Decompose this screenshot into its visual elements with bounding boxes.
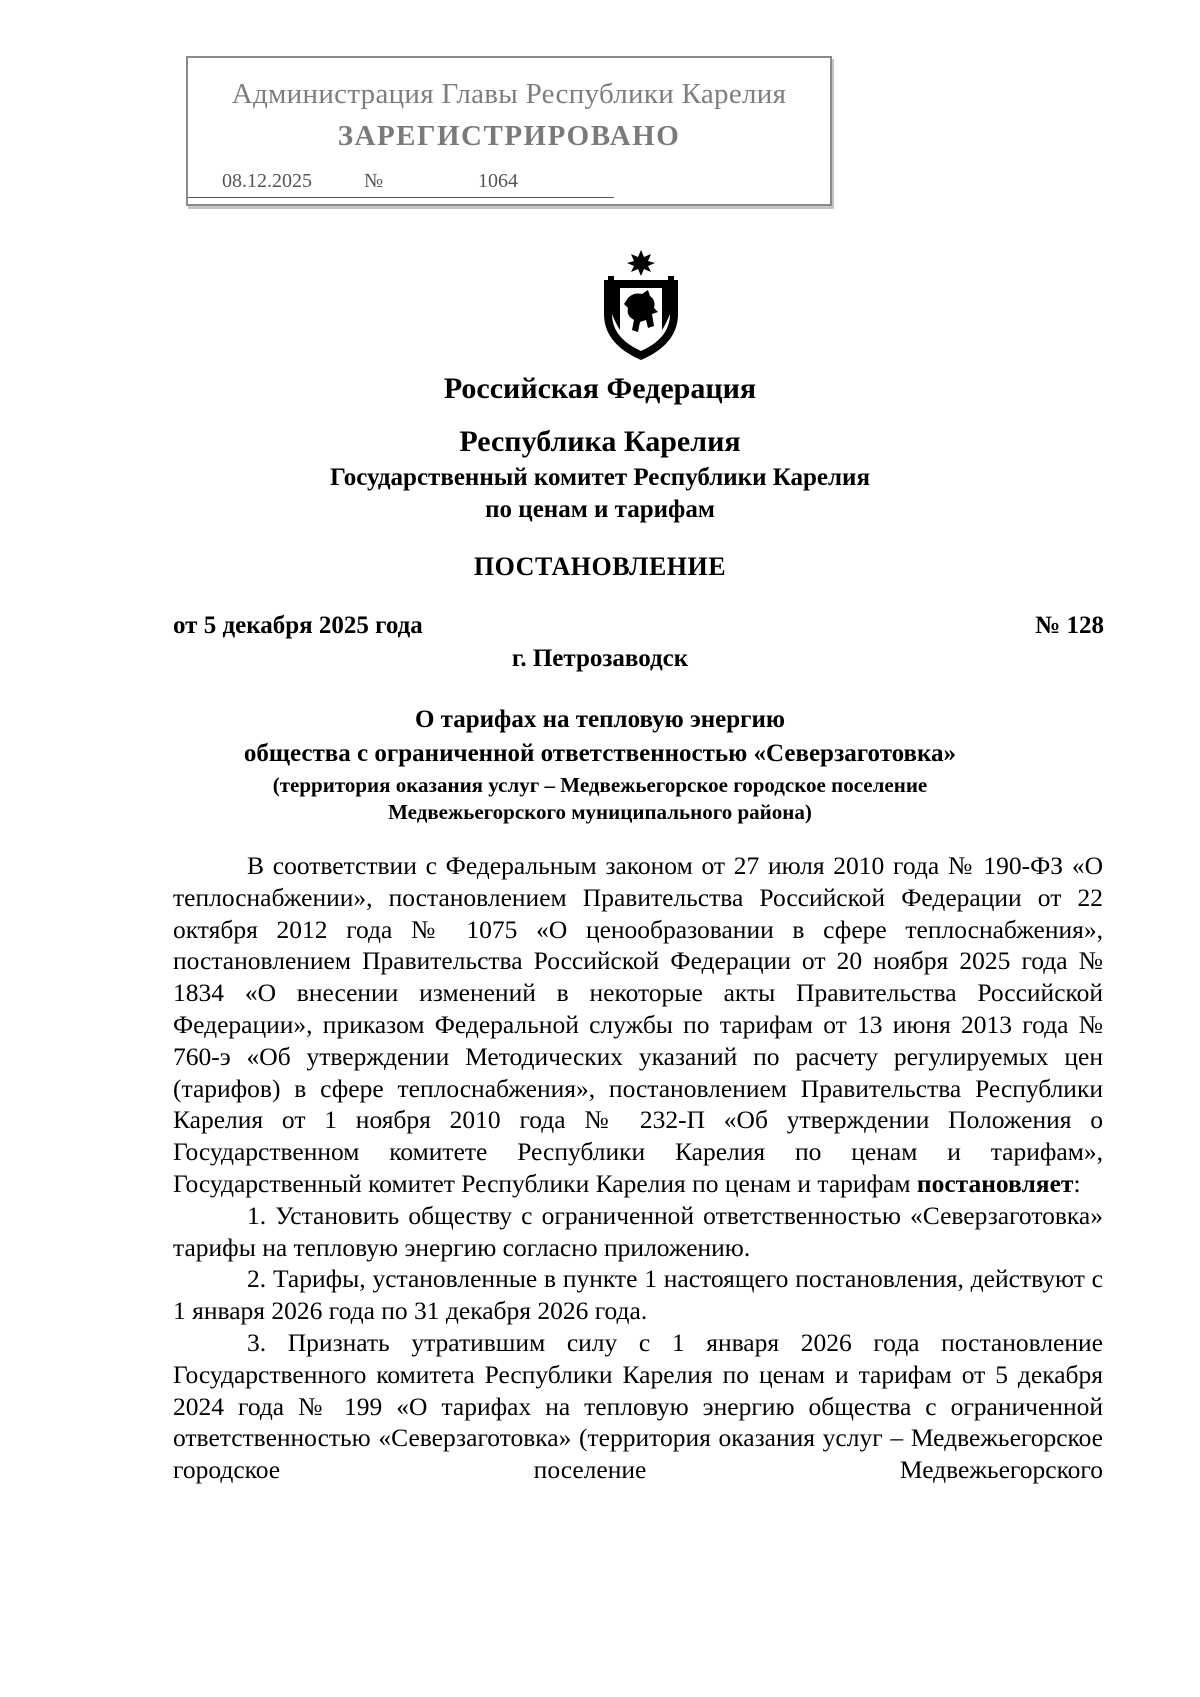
stamp-status: ЗАРЕГИСТРИРОВАНО	[337, 120, 681, 152]
document-body	[173, 850, 1103, 1486]
document-number: № 128	[1035, 612, 1104, 639]
item-3: 3. Признать утратившим силу с 1 января 2026 года постановление Государственного комитета Республики Карелия по ценам и тарифам от 5 декабря 2024 года № 199 «О тарифах на тепловую энергию общества с ограниченной ответственностью «Северзаготовка» (территория оказания услуг – Медвежьегорское городское поселение Медвежьегорского	[173, 1327, 1103, 1485]
stamp-underline	[188, 197, 614, 198]
registration-stamp	[186, 56, 832, 206]
stamp-number: 1064	[478, 170, 518, 192]
document-type: ПОСТАНОВЛЕНИЕ	[473, 552, 727, 581]
title-line1: О тарифах на тепловую энергию	[414, 706, 786, 733]
title-line2: общества с ограниченной ответственностью «Северзаготовка»	[243, 740, 957, 767]
header-republic: Республика Карелия	[459, 425, 741, 458]
preamble-text: В соответствии с Федеральным законом от 27 июля 2010 года № 190-ФЗ «О теплоснабжении», постановлением Правительства Российской Федерации от 22 октября 2012 года № 1075 «О ценообразовании в сфере теплоснабжения», постановлением Правительства Российской Федерации от 20 ноября 2025 года № 1834 «О внесении изменений в некоторые акты Правительства Российской Федерации», приказом Федеральной службы по тарифам от 13 июня 2013 года № 760-э «Об утверждении Методических указаний по расчету регулируемых цен (тарифов) в сфере теплоснабжения», постановлением Правительства Республики Карелия от 1 ноября 2010 года № 232-П «Об утверждении Положения о Государственном комитете Республики Карелия по ценам и тарифам», Государственный комитет Республики Карелия по ценам и тарифам	[173, 851, 1103, 1198]
stamp-number-sign: №	[364, 170, 384, 192]
stamp-title: Администрация Главы Республики Карелия	[231, 78, 787, 110]
resolves-keyword: постановляет	[916, 1168, 1074, 1198]
title-line4: Медвежьегорского муниципального района)	[388, 800, 812, 824]
header-committee-line2: по ценам и тарифам	[485, 496, 715, 523]
header-committee-line1: Государственный комитет Республики Карелия	[330, 464, 870, 491]
preamble-paragraph	[173, 850, 1103, 1200]
header-country: Российская Федерация	[443, 372, 757, 405]
document-city: г. Петрозаводск	[511, 645, 689, 672]
document-date: от 5 декабря 2025 года	[173, 612, 423, 639]
karelia-coat-of-arms-icon	[598, 250, 684, 362]
stamp-registration-line	[188, 170, 628, 196]
item-1: 1. Установить обществу с ограниченной ответственностью «Северзаготовка» тарифы на тепловую энергию согласно приложению.	[173, 1200, 1103, 1262]
stamp-date: 08.12.2025	[222, 170, 312, 192]
title-line3: (территория оказания услуг – Медвежьегорское городское поселение	[272, 773, 928, 797]
preamble-colon: :	[1073, 1168, 1081, 1198]
item-2: 2. Тарифы, установленные в пункте 1 настоящего постановления, действуют с 1 января 2026 года по 31 декабря 2026 года.	[173, 1264, 1103, 1326]
